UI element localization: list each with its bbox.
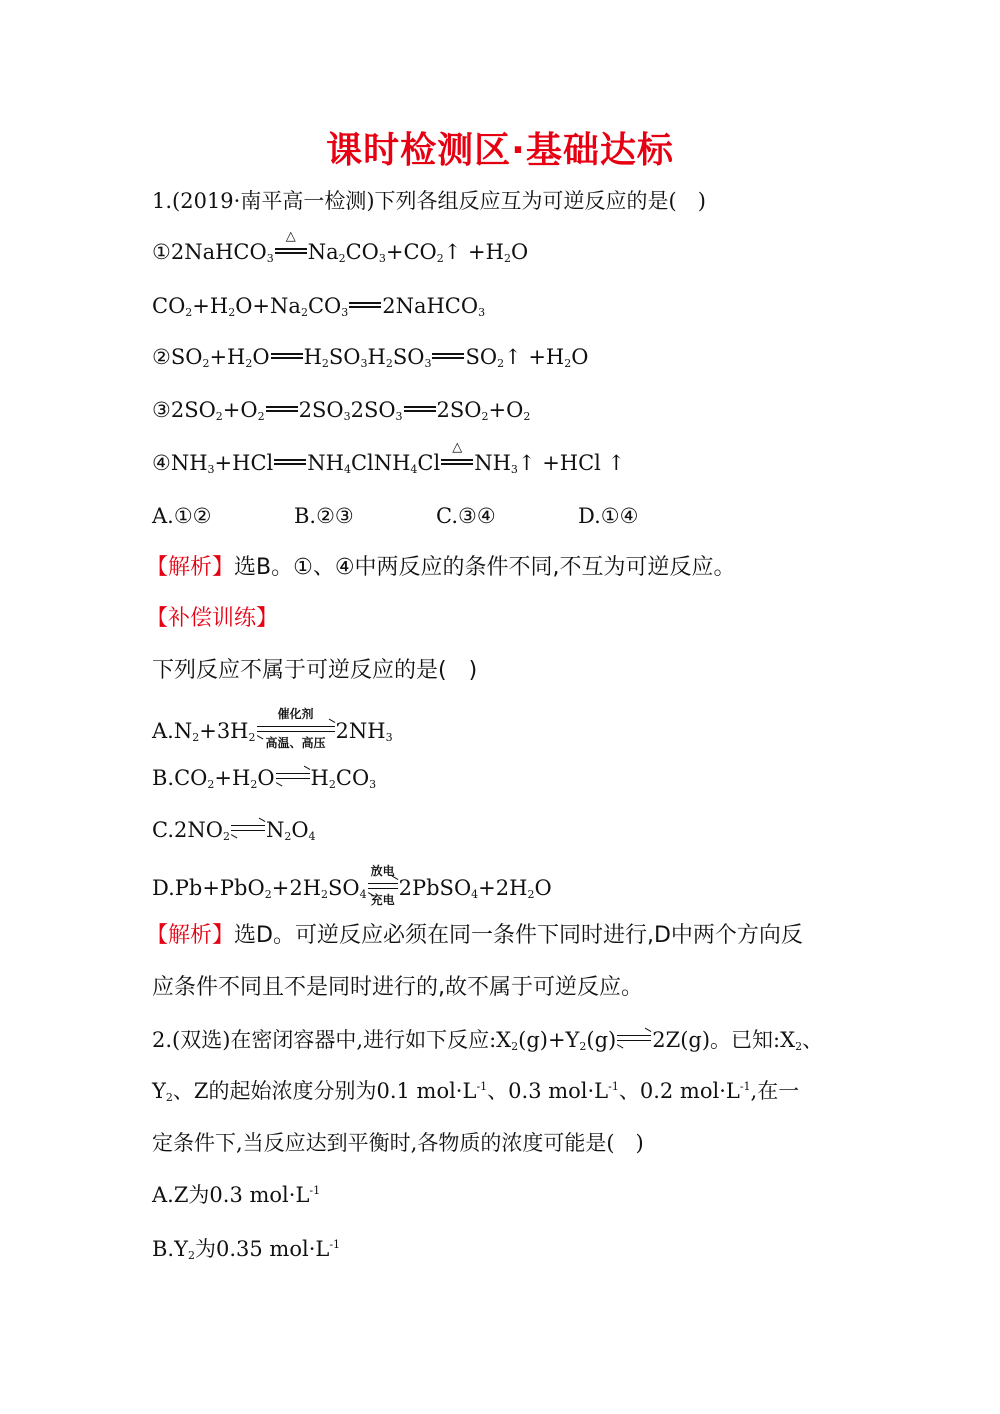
equation-3: $③2SO_2+O_2$ $2SO_32SO_3$ $2SO_2+O_2$ [152, 398, 531, 423]
question-1-options [152, 502, 720, 530]
reversible-arrow [231, 823, 265, 835]
equal-sign: △ [275, 246, 307, 256]
question-2-option-b: $B.Y_2$为0.35 $mol\cdot L^{-1}$ [152, 1237, 341, 1262]
equal-sign [271, 351, 303, 361]
option-d: D.①④ [578, 504, 639, 528]
reversible-arrow: 放电 充电 [368, 881, 398, 893]
supplement-analysis-line-2: 应条件不同且不是同时进行的,故不属于可逆反应。 [152, 975, 643, 1000]
equal-sign [404, 404, 436, 414]
reversible-arrow [276, 771, 310, 783]
equal-sign [266, 404, 298, 414]
question-1-analysis: 【解析】选B。①、④中两反应的条件不同,不互为可逆反应。 [146, 555, 736, 580]
equal-sign: △ [441, 457, 473, 467]
question-2-option-a: A.Z为0.3 $mol\cdot L^{-1}$ [152, 1183, 321, 1207]
equal-sign [432, 351, 464, 361]
analysis-tag: 【解析】 [146, 923, 235, 948]
equation-4: $④NH_3+HCl$ $NH_4ClNH_4Cl$ △ $NH_3↑ +HCl$ ↑ [152, 440, 626, 476]
question-1-stem: 1.(2019·南平高一检测)下列各组反应互为可逆反应的是( ) [152, 189, 706, 213]
equation-1b: $CO_2+H_2O+Na_2CO_3$ 2NaHCO$_3$ [152, 294, 486, 319]
supplement-option-b: $B.CO_2+H_2O$ $H_2CO_3$ [152, 766, 377, 791]
question-2-line-1: 2.(双选)在密闭容器中,进行如下反应$:X_2(g)+Y_2(g)$ 2Z(g)。已知$:X_2$、 [152, 1028, 824, 1053]
supplement-option-a: $A.N_2+3H_2$ 催化剂 高温、高压 $2NH_3$ [152, 707, 393, 750]
question-2-line-3: 定条件下,当反应达到平衡时,各物质的浓度可能是( ) [152, 1131, 644, 1155]
equal-sign [274, 457, 306, 467]
option-a: A.①② [152, 504, 212, 528]
supplement-option-d: $D.Pb+PbO_2+2H_2SO_4$ 放电 充电 $2PbSO_4+2H_2O$ [152, 864, 552, 907]
option-c: C.③④ [436, 504, 496, 528]
equation-1a: ①2NaHCO$_3$ △ $Na_2CO_3+CO_2↑ +H_2O$ [152, 229, 529, 265]
option-b: B.②③ [294, 504, 354, 528]
reversible-arrow [617, 1033, 651, 1045]
supplement-option-c: $C.2NO_2$ $N_2O_4$ [152, 818, 316, 843]
equal-sign [349, 300, 381, 310]
question-2-line-2: $Y_2$、Z的起始浓度分别为0.1 $mol\cdot L^{-1}$、0.3 $mol\cdot L^{-1}$、0.2 $mol\cdot L^{-1}$,在一 [152, 1079, 800, 1104]
page-title: 课时检测区·基础达标 [326, 130, 674, 171]
supplement-stem: 下列反应不属于可逆反应的是( ) [152, 658, 478, 683]
supplement-tag: 【补偿训练】 [146, 606, 279, 631]
reversible-arrow: 催化剂 高温、高压 [257, 724, 335, 736]
analysis-tag: 【解析】 [146, 555, 235, 580]
supplement-analysis-line-1: 【解析】选D。可逆反应必须在同一条件下同时进行,D中两个方向反 [146, 923, 803, 948]
equation-2: $②SO_2+H_2O$ $H_2SO_3H_2SO_3$ $SO_2↑ +H_2O$ [152, 345, 589, 370]
